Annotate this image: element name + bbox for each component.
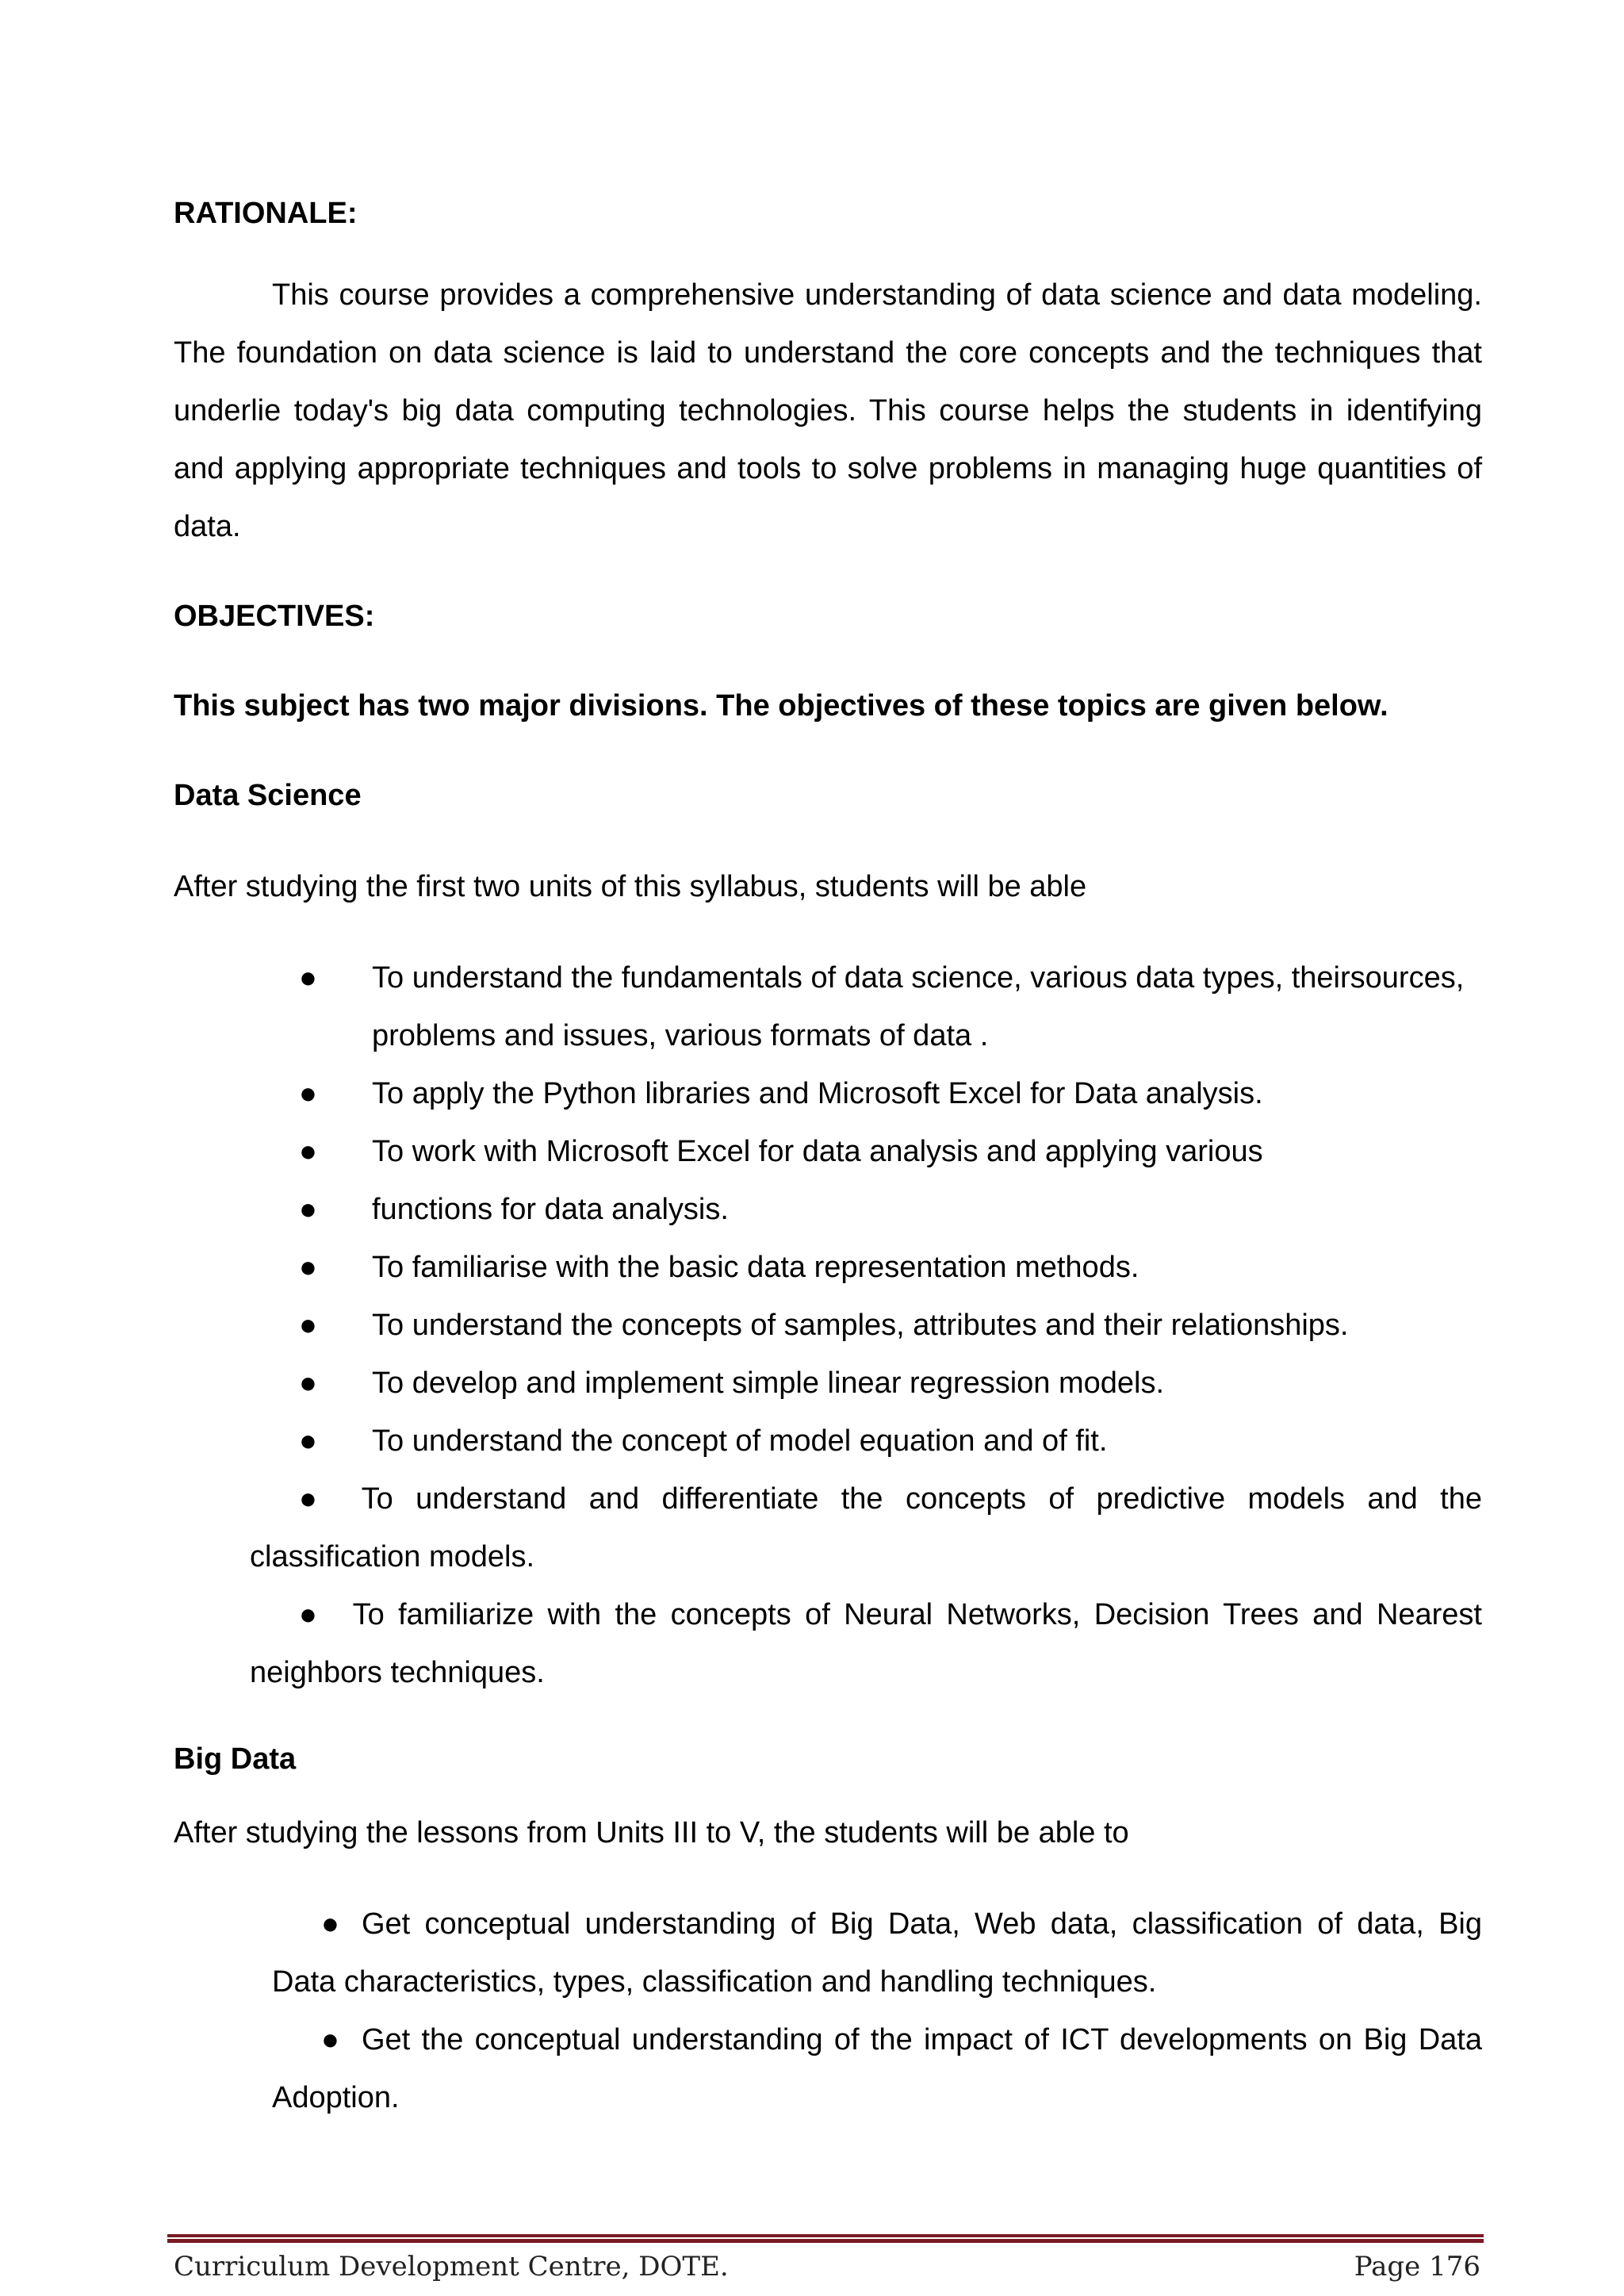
footer-organization: Curriculum Development Centre, DOTE.: [174, 2251, 729, 2283]
list-item: ● To develop and implement simple linear regression models.: [174, 1355, 1482, 1412]
big-data-lead: After studying the lessons from Units III to V, the students will be able to: [174, 1816, 1129, 1849]
bullet-icon: ●: [299, 1309, 317, 1342]
rationale-paragraph: This course provides a comprehensive understanding of data science and data modeling. The foundation on data science is laid to understand the core concepts and the techniques that underlie today's big data computing technologies. This course helps the students in identifying and applying appropriate techniques and tools to solve problems in managing huge quantities of data.: [174, 278, 1482, 543]
rationale-heading: RATIONALE:: [174, 197, 358, 230]
list-item: ● To familiarize with the concepts of Neural Networks, Decision Trees and Nearest neighbors techniques.: [174, 1586, 1482, 1702]
footer-divider: [167, 2234, 1484, 2243]
data-science-objectives: [174, 949, 1482, 1470]
bullet-icon: ●: [299, 961, 317, 995]
bullet-icon: ●: [321, 1907, 339, 1941]
list-item: ● To understand the concept of model equation and of fit.: [174, 1412, 1482, 1470]
list-item: ● To understand the concepts of samples, attributes and their relationships.: [174, 1297, 1482, 1355]
bullet-icon: ●: [299, 1482, 317, 1516]
bullet-icon: ●: [299, 1193, 317, 1226]
bullet-icon: ●: [299, 1366, 317, 1400]
list-item: ● To familiarise with the basic data representation methods.: [174, 1239, 1482, 1297]
page-footer: [174, 2251, 1480, 2283]
bullet-icon: ●: [321, 2023, 339, 2056]
page-content: [174, 0, 1482, 2127]
bullet-icon: ●: [299, 1598, 317, 1631]
list-item: ● To understand the fundamentals of data science, various data types, theirsources, problems and issues, various formats of data .: [174, 949, 1482, 1065]
bullet-icon: ●: [299, 1251, 317, 1284]
data-science-heading: Data Science: [174, 779, 362, 812]
big-data-objectives: [174, 1895, 1482, 2127]
page-number: Page 176: [1354, 2251, 1480, 2283]
list-item: ● functions for data analysis.: [174, 1181, 1482, 1239]
list-item: ● To understand and differentiate the concepts of predictive models and the classification models.: [174, 1470, 1482, 1586]
list-item: ● Get the conceptual understanding of the impact of ICT developments on Big Data Adoption.: [174, 2011, 1482, 2127]
bullet-icon: ●: [299, 1077, 317, 1110]
list-item: ● To work with Microsoft Excel for data analysis and applying various: [174, 1123, 1482, 1181]
big-data-heading: Big Data: [174, 1742, 297, 1776]
data-science-objectives-wrapped: [174, 1470, 1482, 1702]
bullet-icon: ●: [299, 1424, 317, 1458]
data-science-lead: After studying the first two units of this syllabus, students will be able: [174, 870, 1087, 903]
list-item: ● Get conceptual understanding of Big Data, Web data, classification of data, Big Data characteristics, types, classification and handling techniques.: [174, 1895, 1482, 2011]
objectives-intro: This subject has two major divisions. The objectives of these topics are given below.: [174, 689, 1388, 723]
list-item: ● To apply the Python libraries and Microsoft Excel for Data analysis.: [174, 1065, 1482, 1123]
objectives-heading: OBJECTIVES:: [174, 600, 375, 633]
bullet-icon: ●: [299, 1135, 317, 1168]
